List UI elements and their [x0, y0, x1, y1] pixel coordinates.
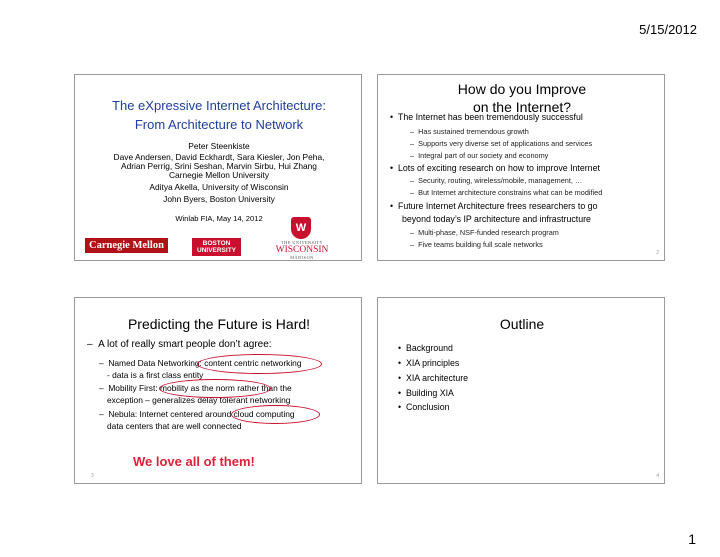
item-ndn-text: Named Data Networking: content centric networking [108, 358, 302, 368]
bullet-1-sub-2-text: Supports very diverse set of applications and services [418, 139, 593, 148]
bullet-3-text-line2: beyond today’s IP architecture and infrastructure [402, 214, 591, 224]
outline-item-1: • Background [398, 343, 453, 353]
slide-2-improve-internet [377, 74, 665, 261]
slide-1-title-line2: From Architecture to Network [134, 117, 304, 132]
bullet-1-sub-1-text: Has sustained tremendous growth [418, 127, 529, 136]
bullet-2-sub-1-text: Security, routing, wireless/mobile, management, … [418, 176, 583, 185]
slide-3-predicting-future [74, 297, 362, 484]
wisconsin-logo-top: THE UNIVERSITY [280, 240, 324, 245]
authors-line1: Dave Andersen, David Eckhardt, Sara Kiesler, Jon Peha, [113, 152, 325, 162]
bu-logo-line1: BOSTON [202, 240, 231, 247]
bullet-1-sub-1: – Has sustained tremendous growth [410, 127, 529, 136]
item-mobilityfirst-line2: exception – generalizes delay tolerant networking [107, 395, 291, 405]
slide-3-title: Predicting the Future is Hard! [127, 316, 311, 332]
bullet-3-sub-1-text: Multi-phase, NSF-funded research program [418, 228, 559, 237]
item-nebula-line2: data centers that are well connected [107, 421, 242, 431]
wisconsin-logo [271, 240, 333, 260]
item-nebula-text: Nebula: Internet centered around cloud computing [108, 409, 295, 419]
bullet-3-sub-1: – Multi-phase, NSF-funded research program [410, 228, 559, 237]
highlight-circle-mobilityfirst [159, 379, 271, 398]
outline-item-1-text: Background [405, 343, 453, 353]
cmu-logo: Carnegie Mellon [85, 238, 168, 253]
item-nebula-line1: – Nebula: Internet centered around cloud computing [99, 409, 295, 419]
author-akella: Aditya Akella, University of Wisconsin [149, 182, 289, 192]
bullet-2: • Lots of exciting research on how to improve Internet [390, 163, 600, 173]
bullet-1: • The Internet has been tremendously successful [390, 112, 583, 122]
bullet-2-text: Lots of exciting research on how to improve Internet [397, 163, 600, 173]
wisconsin-crest: W [291, 217, 311, 239]
outline-item-5-text: Conclusion [405, 402, 450, 412]
highlight-circle-nebula [231, 405, 320, 424]
bu-logo-line2: UNIVERSITY [197, 247, 237, 254]
affiliation-cmu: Carnegie Mellon University [168, 170, 270, 180]
slide-2-title-line2: on the Internet? [472, 99, 572, 115]
outline-item-2-text: XIA principles [405, 358, 460, 368]
slide-4-number: 4 [656, 473, 659, 479]
slide-1-title-line1: The eXpressive Internet Architecture: [112, 98, 326, 113]
item-mobilityfirst-line1: – Mobility First: mobility as the norm rather than the [99, 383, 292, 393]
outline-item-2: • XIA principles [398, 358, 460, 368]
slide-4-outline [377, 297, 665, 484]
outline-item-3: • XIA architecture [398, 373, 469, 383]
bullet-3-text-line1: Future Internet Architecture frees researchers to go [397, 201, 598, 211]
outline-item-4-text: Building XIA [405, 388, 454, 398]
bu-logo [192, 238, 241, 256]
bullet-1-sub-2: – Supports very diverse set of applications and services [410, 139, 593, 148]
slide-3-lead-text: A lot of really smart people don’t agree: [98, 339, 272, 350]
page-number: 1 [688, 531, 696, 547]
outline-item-4: • Building XIA [398, 388, 454, 398]
item-mobilityfirst-text: Mobility First: mobility as the norm rather than the [108, 383, 292, 393]
wisconsin-logo-bottom: MADISON [290, 255, 314, 260]
bullet-1-sub-3-text: Integral part of our society and economy [418, 151, 549, 160]
item-ndn-line1: – Named Data Networking: content centric networking [99, 358, 302, 368]
item-ndn-line2: - data is a first class entity [107, 370, 204, 380]
author-byers: John Byers, Boston University [163, 194, 275, 204]
slide-1-title [74, 74, 362, 261]
bullet-3: • Future Internet Architecture frees researchers to go [390, 201, 598, 211]
venue-date: Winlab FIA, May 14, 2012 [175, 214, 263, 223]
slide-3-number: 3 [91, 473, 94, 479]
slide-2-number: 2 [656, 250, 659, 256]
slide-3-lead: – A lot of really smart people don’t agree: [87, 339, 272, 350]
outline-item-5: • Conclusion [398, 402, 450, 412]
wisconsin-logo-name: WISCONSIN [275, 245, 329, 255]
bullet-2-sub-2-text: But Internet architecture constrains what can be modified [418, 188, 603, 197]
bullet-1-text: The Internet has been tremendously successful [397, 112, 583, 122]
callout-love-all: We love all of them! [133, 454, 255, 469]
highlight-circle-ndn [197, 354, 322, 374]
outline-item-3-text: XIA architecture [405, 373, 469, 383]
header-date: 5/15/2012 [639, 22, 697, 37]
bullet-2-sub-2: – But Internet architecture constrains what can be modified [410, 188, 603, 197]
authors-line2: Adrian Perrig, Srini Seshan, Marvin Sirbu, Hui Zhang [121, 161, 317, 171]
bullet-1-sub-3: – Integral part of our society and economy [410, 151, 549, 160]
slide-2-title-line1: How do you Improve [457, 81, 587, 97]
bullet-3-sub-2-text: Five teams building full scale networks [418, 240, 543, 249]
presenter-name: Peter Steenkiste [188, 141, 250, 151]
slide-4-title: Outline [499, 316, 545, 332]
bullet-2-sub-1: – Security, routing, wireless/mobile, management, … [410, 176, 583, 185]
bullet-3-sub-2: – Five teams building full scale networks [410, 240, 543, 249]
